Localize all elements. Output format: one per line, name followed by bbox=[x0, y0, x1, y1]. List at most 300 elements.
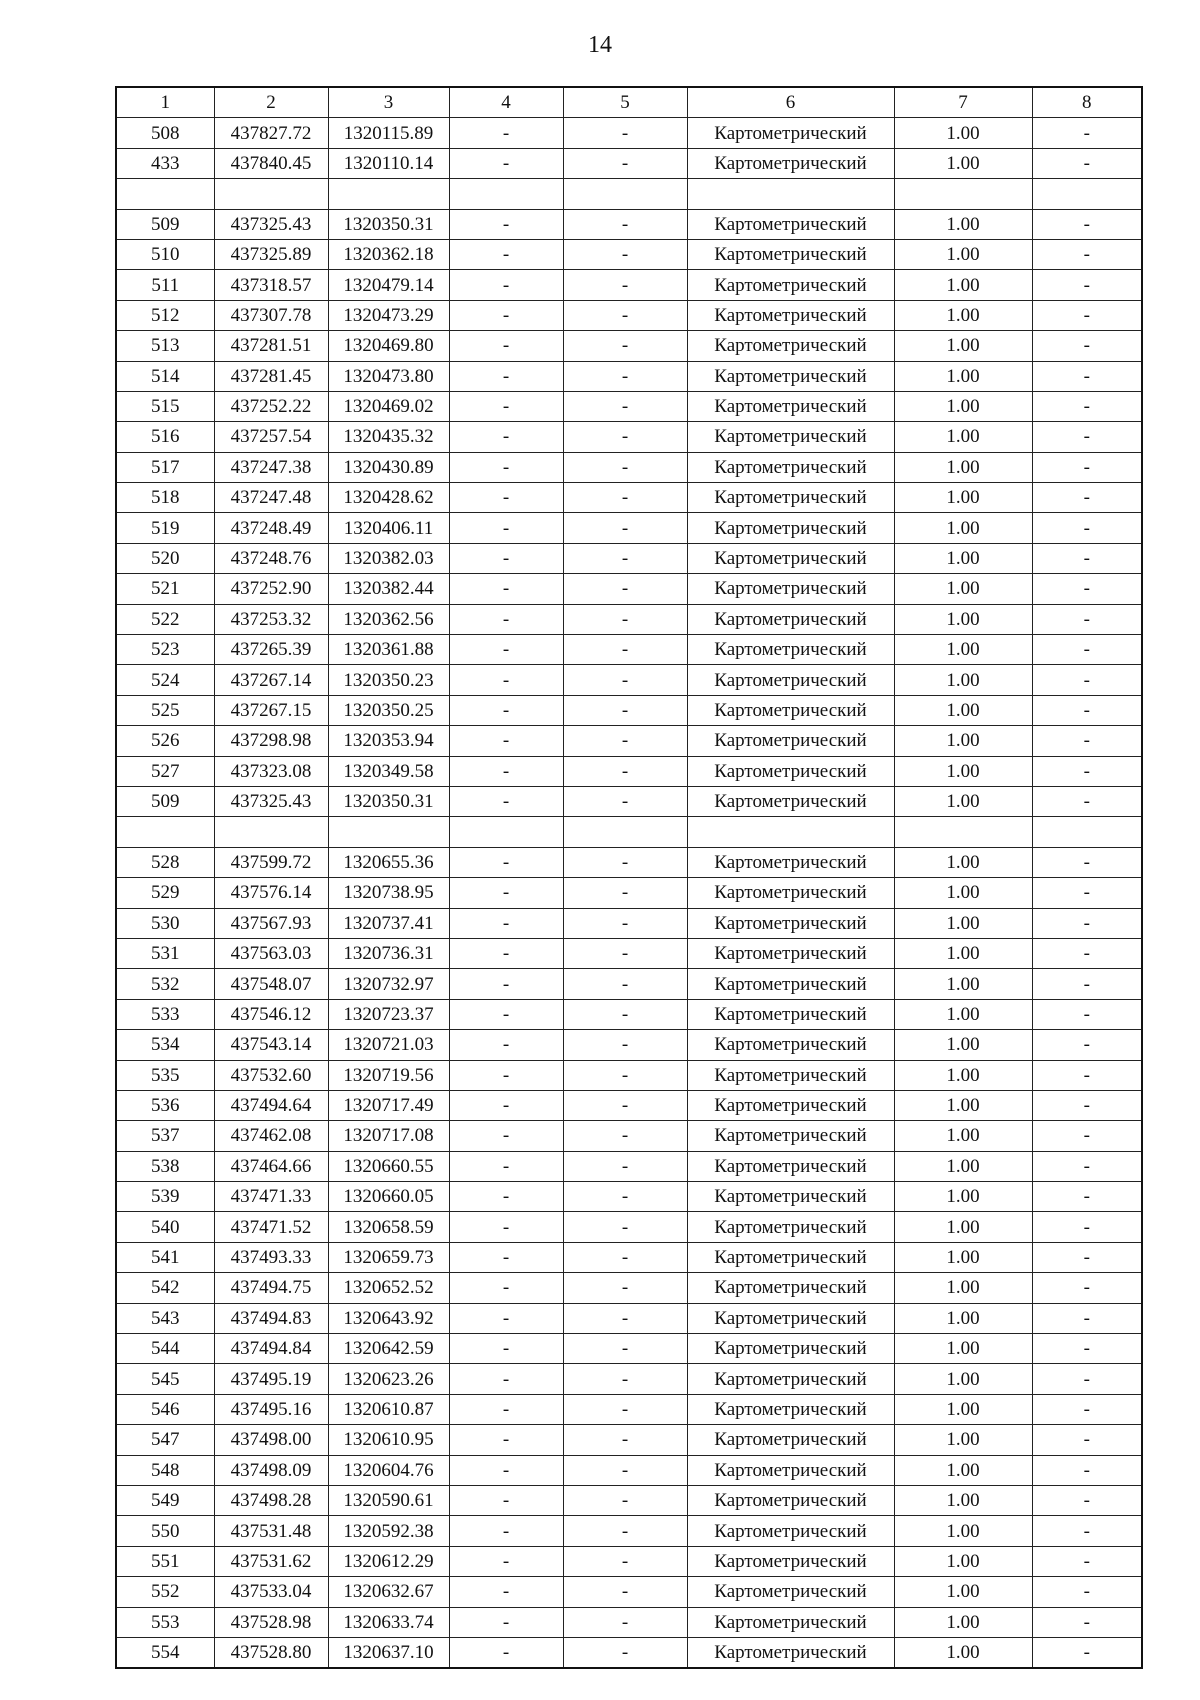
x-coordinate-cell: 437248.49 bbox=[214, 513, 328, 543]
table-row bbox=[116, 209, 1142, 239]
point-number-cell: 513 bbox=[116, 331, 214, 361]
accuracy-cell: 1.00 bbox=[894, 391, 1032, 421]
col4-cell: - bbox=[449, 1090, 563, 1120]
col4-cell: - bbox=[449, 391, 563, 421]
method-cell: Картометрический bbox=[687, 908, 894, 938]
col4-cell bbox=[449, 817, 563, 847]
method-cell: Картометрический bbox=[687, 1273, 894, 1303]
col5-cell: - bbox=[563, 1637, 687, 1668]
accuracy-cell: 1.00 bbox=[894, 1364, 1032, 1394]
point-number-cell: 546 bbox=[116, 1394, 214, 1424]
y-coordinate-cell: 1320115.89 bbox=[328, 118, 449, 148]
col8-cell: - bbox=[1032, 1212, 1142, 1242]
table-row bbox=[116, 452, 1142, 482]
y-coordinate-cell: 1320623.26 bbox=[328, 1364, 449, 1394]
accuracy-cell: 1.00 bbox=[894, 483, 1032, 513]
x-coordinate-cell: 437494.75 bbox=[214, 1273, 328, 1303]
point-number-cell: 544 bbox=[116, 1334, 214, 1364]
y-coordinate-cell: 1320610.95 bbox=[328, 1425, 449, 1455]
col5-cell: - bbox=[563, 391, 687, 421]
point-number-cell: 539 bbox=[116, 1182, 214, 1212]
col8-cell: - bbox=[1032, 1425, 1142, 1455]
table-row bbox=[116, 695, 1142, 725]
col8-cell: - bbox=[1032, 695, 1142, 725]
table-row bbox=[116, 1607, 1142, 1637]
x-coordinate-cell: 437257.54 bbox=[214, 422, 328, 452]
col8-cell: - bbox=[1032, 969, 1142, 999]
col5-cell: - bbox=[563, 452, 687, 482]
x-coordinate-cell: 437252.22 bbox=[214, 391, 328, 421]
point-number-cell: 549 bbox=[116, 1485, 214, 1515]
table-row bbox=[116, 574, 1142, 604]
x-coordinate-cell: 437325.43 bbox=[214, 209, 328, 239]
column-header: 4 bbox=[449, 87, 563, 118]
point-number-cell: 548 bbox=[116, 1455, 214, 1485]
col8-cell: - bbox=[1032, 574, 1142, 604]
method-cell: Картометрический bbox=[687, 1455, 894, 1485]
accuracy-cell: 1.00 bbox=[894, 452, 1032, 482]
method-cell: Картометрический bbox=[687, 300, 894, 330]
x-coordinate-cell: 437495.16 bbox=[214, 1394, 328, 1424]
method-cell: Картометрический bbox=[687, 938, 894, 968]
point-number-cell: 536 bbox=[116, 1090, 214, 1120]
accuracy-cell: 1.00 bbox=[894, 969, 1032, 999]
col5-cell: - bbox=[563, 635, 687, 665]
col5-cell: - bbox=[563, 1607, 687, 1637]
y-coordinate-cell: 1320633.74 bbox=[328, 1607, 449, 1637]
col5-cell: - bbox=[563, 1334, 687, 1364]
method-cell: Картометрический bbox=[687, 1637, 894, 1668]
accuracy-cell: 1.00 bbox=[894, 1121, 1032, 1151]
x-coordinate-cell: 437494.64 bbox=[214, 1090, 328, 1120]
method-cell: Картометрический bbox=[687, 543, 894, 573]
col4-cell: - bbox=[449, 604, 563, 634]
point-number-cell: 551 bbox=[116, 1546, 214, 1576]
point-number-cell: 545 bbox=[116, 1364, 214, 1394]
col8-cell: - bbox=[1032, 1090, 1142, 1120]
y-coordinate-cell: 1320660.05 bbox=[328, 1182, 449, 1212]
accuracy-cell: 1.00 bbox=[894, 695, 1032, 725]
accuracy-cell: 1.00 bbox=[894, 574, 1032, 604]
col4-cell: - bbox=[449, 1394, 563, 1424]
col4-cell: - bbox=[449, 331, 563, 361]
accuracy-cell: 1.00 bbox=[894, 270, 1032, 300]
accuracy-cell: 1.00 bbox=[894, 331, 1032, 361]
method-cell: Картометрический bbox=[687, 604, 894, 634]
y-coordinate-cell: 1320652.52 bbox=[328, 1273, 449, 1303]
y-coordinate-cell: 1320406.11 bbox=[328, 513, 449, 543]
col4-cell: - bbox=[449, 1334, 563, 1364]
method-cell: Картометрический bbox=[687, 1607, 894, 1637]
col5-cell: - bbox=[563, 209, 687, 239]
x-coordinate-cell: 437827.72 bbox=[214, 118, 328, 148]
table-row bbox=[116, 1273, 1142, 1303]
y-coordinate-cell: 1320717.49 bbox=[328, 1090, 449, 1120]
method-cell: Картометрический bbox=[687, 726, 894, 756]
table-row bbox=[116, 999, 1142, 1029]
col4-cell: - bbox=[449, 1485, 563, 1515]
accuracy-cell: 1.00 bbox=[894, 543, 1032, 573]
y-coordinate-cell: 1320610.87 bbox=[328, 1394, 449, 1424]
col5-cell: - bbox=[563, 1364, 687, 1394]
y-coordinate-cell: 1320349.58 bbox=[328, 756, 449, 786]
col8-cell: - bbox=[1032, 786, 1142, 816]
table-row bbox=[116, 665, 1142, 695]
col4-cell: - bbox=[449, 574, 563, 604]
y-coordinate-cell: 1320738.95 bbox=[328, 878, 449, 908]
x-coordinate-cell: 437494.84 bbox=[214, 1334, 328, 1364]
x-coordinate-cell bbox=[214, 179, 328, 209]
col8-cell: - bbox=[1032, 1637, 1142, 1668]
col5-cell: - bbox=[563, 422, 687, 452]
y-coordinate-cell: 1320428.62 bbox=[328, 483, 449, 513]
y-coordinate-cell bbox=[328, 179, 449, 209]
col4-cell: - bbox=[449, 1030, 563, 1060]
method-cell: Картометрический bbox=[687, 1334, 894, 1364]
col4-cell: - bbox=[449, 1182, 563, 1212]
point-number-cell: 554 bbox=[116, 1637, 214, 1668]
col8-cell: - bbox=[1032, 118, 1142, 148]
x-coordinate-cell: 437247.38 bbox=[214, 452, 328, 482]
y-coordinate-cell: 1320473.80 bbox=[328, 361, 449, 391]
col8-cell: - bbox=[1032, 1151, 1142, 1181]
col8-cell: - bbox=[1032, 1394, 1142, 1424]
col8-cell: - bbox=[1032, 209, 1142, 239]
table-header-row bbox=[116, 87, 1142, 118]
table-row bbox=[116, 1121, 1142, 1151]
y-coordinate-cell: 1320362.56 bbox=[328, 604, 449, 634]
col4-cell: - bbox=[449, 1607, 563, 1637]
table-row bbox=[116, 726, 1142, 756]
table-row bbox=[116, 118, 1142, 148]
col5-cell: - bbox=[563, 756, 687, 786]
point-number-cell: 518 bbox=[116, 483, 214, 513]
table-body bbox=[116, 118, 1142, 1668]
accuracy-cell: 1.00 bbox=[894, 513, 1032, 543]
col4-cell: - bbox=[449, 1425, 563, 1455]
col5-cell: - bbox=[563, 300, 687, 330]
x-coordinate-cell: 437498.28 bbox=[214, 1485, 328, 1515]
x-coordinate-cell: 437567.93 bbox=[214, 908, 328, 938]
col8-cell: - bbox=[1032, 1455, 1142, 1485]
y-coordinate-cell: 1320473.29 bbox=[328, 300, 449, 330]
x-coordinate-cell: 437471.33 bbox=[214, 1182, 328, 1212]
table-row bbox=[116, 878, 1142, 908]
col5-cell: - bbox=[563, 513, 687, 543]
x-coordinate-cell: 437325.89 bbox=[214, 239, 328, 269]
table-row bbox=[116, 1516, 1142, 1546]
point-number-cell: 508 bbox=[116, 118, 214, 148]
method-cell: Картометрический bbox=[687, 1151, 894, 1181]
point-number-cell: 537 bbox=[116, 1121, 214, 1151]
accuracy-cell: 1.00 bbox=[894, 1516, 1032, 1546]
table-row bbox=[116, 1060, 1142, 1090]
col8-cell: - bbox=[1032, 756, 1142, 786]
y-coordinate-cell: 1320350.25 bbox=[328, 695, 449, 725]
method-cell: Картометрический bbox=[687, 695, 894, 725]
col8-cell: - bbox=[1032, 543, 1142, 573]
col4-cell: - bbox=[449, 1273, 563, 1303]
x-coordinate-cell: 437471.52 bbox=[214, 1212, 328, 1242]
accuracy-cell: 1.00 bbox=[894, 1637, 1032, 1668]
col8-cell: - bbox=[1032, 1242, 1142, 1272]
point-number-cell: 517 bbox=[116, 452, 214, 482]
col4-cell: - bbox=[449, 422, 563, 452]
point-number-cell: 550 bbox=[116, 1516, 214, 1546]
column-header: 8 bbox=[1032, 87, 1142, 118]
col5-cell: - bbox=[563, 1060, 687, 1090]
col4-cell: - bbox=[449, 1303, 563, 1333]
col8-cell: - bbox=[1032, 483, 1142, 513]
col8-cell bbox=[1032, 179, 1142, 209]
method-cell: Картометрический bbox=[687, 391, 894, 421]
col4-cell: - bbox=[449, 270, 563, 300]
x-coordinate-cell: 437252.90 bbox=[214, 574, 328, 604]
point-number-cell: 510 bbox=[116, 239, 214, 269]
point-number-cell: 530 bbox=[116, 908, 214, 938]
table-row bbox=[116, 908, 1142, 938]
table-row bbox=[116, 1030, 1142, 1060]
accuracy-cell: 1.00 bbox=[894, 756, 1032, 786]
table-row bbox=[116, 1546, 1142, 1576]
col4-cell: - bbox=[449, 209, 563, 239]
col5-cell: - bbox=[563, 118, 687, 148]
method-cell: Картометрический bbox=[687, 148, 894, 178]
method-cell: Картометрический bbox=[687, 361, 894, 391]
col8-cell: - bbox=[1032, 1364, 1142, 1394]
accuracy-cell: 1.00 bbox=[894, 604, 1032, 634]
table-row bbox=[116, 361, 1142, 391]
table-row bbox=[116, 1425, 1142, 1455]
method-cell: Картометрический bbox=[687, 1577, 894, 1607]
col8-cell: - bbox=[1032, 361, 1142, 391]
col4-cell: - bbox=[449, 148, 563, 178]
col5-cell: - bbox=[563, 1516, 687, 1546]
y-coordinate-cell: 1320632.67 bbox=[328, 1577, 449, 1607]
accuracy-cell: 1.00 bbox=[894, 878, 1032, 908]
x-coordinate-cell: 437464.66 bbox=[214, 1151, 328, 1181]
method-cell: Картометрический bbox=[687, 1546, 894, 1576]
point-number-cell: 540 bbox=[116, 1212, 214, 1242]
y-coordinate-cell: 1320659.73 bbox=[328, 1242, 449, 1272]
col4-cell: - bbox=[449, 1546, 563, 1576]
col5-cell: - bbox=[563, 1455, 687, 1485]
accuracy-cell: 1.00 bbox=[894, 239, 1032, 269]
point-number-cell: 523 bbox=[116, 635, 214, 665]
col4-cell: - bbox=[449, 452, 563, 482]
x-coordinate-cell: 437563.03 bbox=[214, 938, 328, 968]
col4-cell: - bbox=[449, 878, 563, 908]
table-row bbox=[116, 1151, 1142, 1181]
point-number-cell: 525 bbox=[116, 695, 214, 725]
col4-cell: - bbox=[449, 1364, 563, 1394]
x-coordinate-cell: 437298.98 bbox=[214, 726, 328, 756]
x-coordinate-cell: 437281.45 bbox=[214, 361, 328, 391]
table-row bbox=[116, 1303, 1142, 1333]
col4-cell: - bbox=[449, 513, 563, 543]
x-coordinate-cell: 437247.48 bbox=[214, 483, 328, 513]
table-row bbox=[116, 300, 1142, 330]
col8-cell: - bbox=[1032, 999, 1142, 1029]
accuracy-cell: 1.00 bbox=[894, 665, 1032, 695]
accuracy-cell: 1.00 bbox=[894, 1090, 1032, 1120]
col8-cell: - bbox=[1032, 1334, 1142, 1364]
accuracy-cell: 1.00 bbox=[894, 1212, 1032, 1242]
table-row bbox=[116, 148, 1142, 178]
table-row bbox=[116, 1637, 1142, 1668]
method-cell: Картометрический bbox=[687, 483, 894, 513]
col4-cell bbox=[449, 179, 563, 209]
point-number-cell: 515 bbox=[116, 391, 214, 421]
method-cell: Картометрический bbox=[687, 1394, 894, 1424]
accuracy-cell: 1.00 bbox=[894, 1060, 1032, 1090]
col8-cell: - bbox=[1032, 1485, 1142, 1515]
col8-cell: - bbox=[1032, 1121, 1142, 1151]
y-coordinate-cell: 1320361.88 bbox=[328, 635, 449, 665]
col5-cell: - bbox=[563, 938, 687, 968]
y-coordinate-cell: 1320469.02 bbox=[328, 391, 449, 421]
method-cell: Картометрический bbox=[687, 513, 894, 543]
col4-cell: - bbox=[449, 635, 563, 665]
col5-cell: - bbox=[563, 786, 687, 816]
table-row bbox=[116, 422, 1142, 452]
accuracy-cell: 1.00 bbox=[894, 908, 1032, 938]
table-row bbox=[116, 938, 1142, 968]
accuracy-cell: 1.00 bbox=[894, 1394, 1032, 1424]
col8-cell: - bbox=[1032, 1516, 1142, 1546]
table-row bbox=[116, 543, 1142, 573]
method-cell: Картометрический bbox=[687, 635, 894, 665]
point-number-cell: 527 bbox=[116, 756, 214, 786]
col4-cell: - bbox=[449, 1516, 563, 1546]
method-cell: Картометрический bbox=[687, 1121, 894, 1151]
col5-cell: - bbox=[563, 908, 687, 938]
col8-cell: - bbox=[1032, 1303, 1142, 1333]
col4-cell: - bbox=[449, 1151, 563, 1181]
accuracy-cell: 1.00 bbox=[894, 1546, 1032, 1576]
method-cell: Картометрический bbox=[687, 1182, 894, 1212]
y-coordinate-cell: 1320350.31 bbox=[328, 786, 449, 816]
col8-cell: - bbox=[1032, 331, 1142, 361]
col5-cell: - bbox=[563, 1151, 687, 1181]
table-row bbox=[116, 1182, 1142, 1212]
col8-cell: - bbox=[1032, 1273, 1142, 1303]
y-coordinate-cell: 1320658.59 bbox=[328, 1212, 449, 1242]
y-coordinate-cell bbox=[328, 817, 449, 847]
point-number-cell: 532 bbox=[116, 969, 214, 999]
accuracy-cell: 1.00 bbox=[894, 1182, 1032, 1212]
y-coordinate-cell: 1320721.03 bbox=[328, 1030, 449, 1060]
table-row bbox=[116, 391, 1142, 421]
col8-cell: - bbox=[1032, 1030, 1142, 1060]
col5-cell: - bbox=[563, 695, 687, 725]
method-cell: Картометрический bbox=[687, 1212, 894, 1242]
method-cell: Картометрический bbox=[687, 1090, 894, 1120]
col4-cell: - bbox=[449, 300, 563, 330]
accuracy-cell: 1.00 bbox=[894, 300, 1032, 330]
x-coordinate-cell: 437528.98 bbox=[214, 1607, 328, 1637]
y-coordinate-cell: 1320604.76 bbox=[328, 1455, 449, 1485]
method-cell: Картометрический bbox=[687, 209, 894, 239]
method-cell: Картометрический bbox=[687, 1425, 894, 1455]
accuracy-cell: 1.00 bbox=[894, 118, 1032, 148]
table-row bbox=[116, 513, 1142, 543]
method-cell bbox=[687, 179, 894, 209]
point-number-cell: 528 bbox=[116, 847, 214, 877]
point-number-cell: 552 bbox=[116, 1577, 214, 1607]
point-number-cell: 547 bbox=[116, 1425, 214, 1455]
x-coordinate-cell bbox=[214, 817, 328, 847]
method-cell: Картометрический bbox=[687, 1303, 894, 1333]
accuracy-cell: 1.00 bbox=[894, 422, 1032, 452]
point-number-cell: 553 bbox=[116, 1607, 214, 1637]
col5-cell: - bbox=[563, 604, 687, 634]
method-cell: Картометрический bbox=[687, 999, 894, 1029]
accuracy-cell: 1.00 bbox=[894, 726, 1032, 756]
column-header: 7 bbox=[894, 87, 1032, 118]
method-cell: Картометрический bbox=[687, 1060, 894, 1090]
table-row bbox=[116, 1364, 1142, 1394]
method-cell: Картометрический bbox=[687, 1485, 894, 1515]
col4-cell: - bbox=[449, 908, 563, 938]
accuracy-cell: 1.00 bbox=[894, 786, 1032, 816]
col8-cell: - bbox=[1032, 1182, 1142, 1212]
accuracy-cell: 1.00 bbox=[894, 1303, 1032, 1333]
y-coordinate-cell: 1320590.61 bbox=[328, 1485, 449, 1515]
y-coordinate-cell: 1320642.59 bbox=[328, 1334, 449, 1364]
method-cell: Картометрический bbox=[687, 452, 894, 482]
method-cell: Картометрический bbox=[687, 1242, 894, 1272]
x-coordinate-cell: 437543.14 bbox=[214, 1030, 328, 1060]
col8-cell: - bbox=[1032, 604, 1142, 634]
col4-cell: - bbox=[449, 1637, 563, 1668]
point-number-cell: 509 bbox=[116, 209, 214, 239]
table-row bbox=[116, 817, 1142, 847]
point-number-cell: 522 bbox=[116, 604, 214, 634]
table-row bbox=[116, 635, 1142, 665]
col4-cell: - bbox=[449, 1060, 563, 1090]
table-row bbox=[116, 331, 1142, 361]
col5-cell: - bbox=[563, 270, 687, 300]
x-coordinate-cell: 437528.80 bbox=[214, 1637, 328, 1668]
method-cell: Картометрический bbox=[687, 1516, 894, 1546]
method-cell: Картометрический bbox=[687, 969, 894, 999]
y-coordinate-cell: 1320110.14 bbox=[328, 148, 449, 178]
coordinates-table bbox=[115, 86, 1143, 1669]
y-coordinate-cell: 1320435.32 bbox=[328, 422, 449, 452]
accuracy-cell bbox=[894, 817, 1032, 847]
method-cell: Картометрический bbox=[687, 756, 894, 786]
col5-cell: - bbox=[563, 1577, 687, 1607]
table-row bbox=[116, 847, 1142, 877]
col8-cell: - bbox=[1032, 422, 1142, 452]
point-number-cell: 526 bbox=[116, 726, 214, 756]
col5-cell: - bbox=[563, 361, 687, 391]
col8-cell: - bbox=[1032, 270, 1142, 300]
col5-cell: - bbox=[563, 665, 687, 695]
method-cell: Картометрический bbox=[687, 331, 894, 361]
col5-cell: - bbox=[563, 878, 687, 908]
y-coordinate-cell: 1320655.36 bbox=[328, 847, 449, 877]
x-coordinate-cell: 437265.39 bbox=[214, 635, 328, 665]
accuracy-cell: 1.00 bbox=[894, 1455, 1032, 1485]
col8-cell: - bbox=[1032, 635, 1142, 665]
accuracy-cell: 1.00 bbox=[894, 1607, 1032, 1637]
method-cell: Картометрический bbox=[687, 786, 894, 816]
col5-cell: - bbox=[563, 574, 687, 604]
x-coordinate-cell: 437548.07 bbox=[214, 969, 328, 999]
x-coordinate-cell: 437267.15 bbox=[214, 695, 328, 725]
